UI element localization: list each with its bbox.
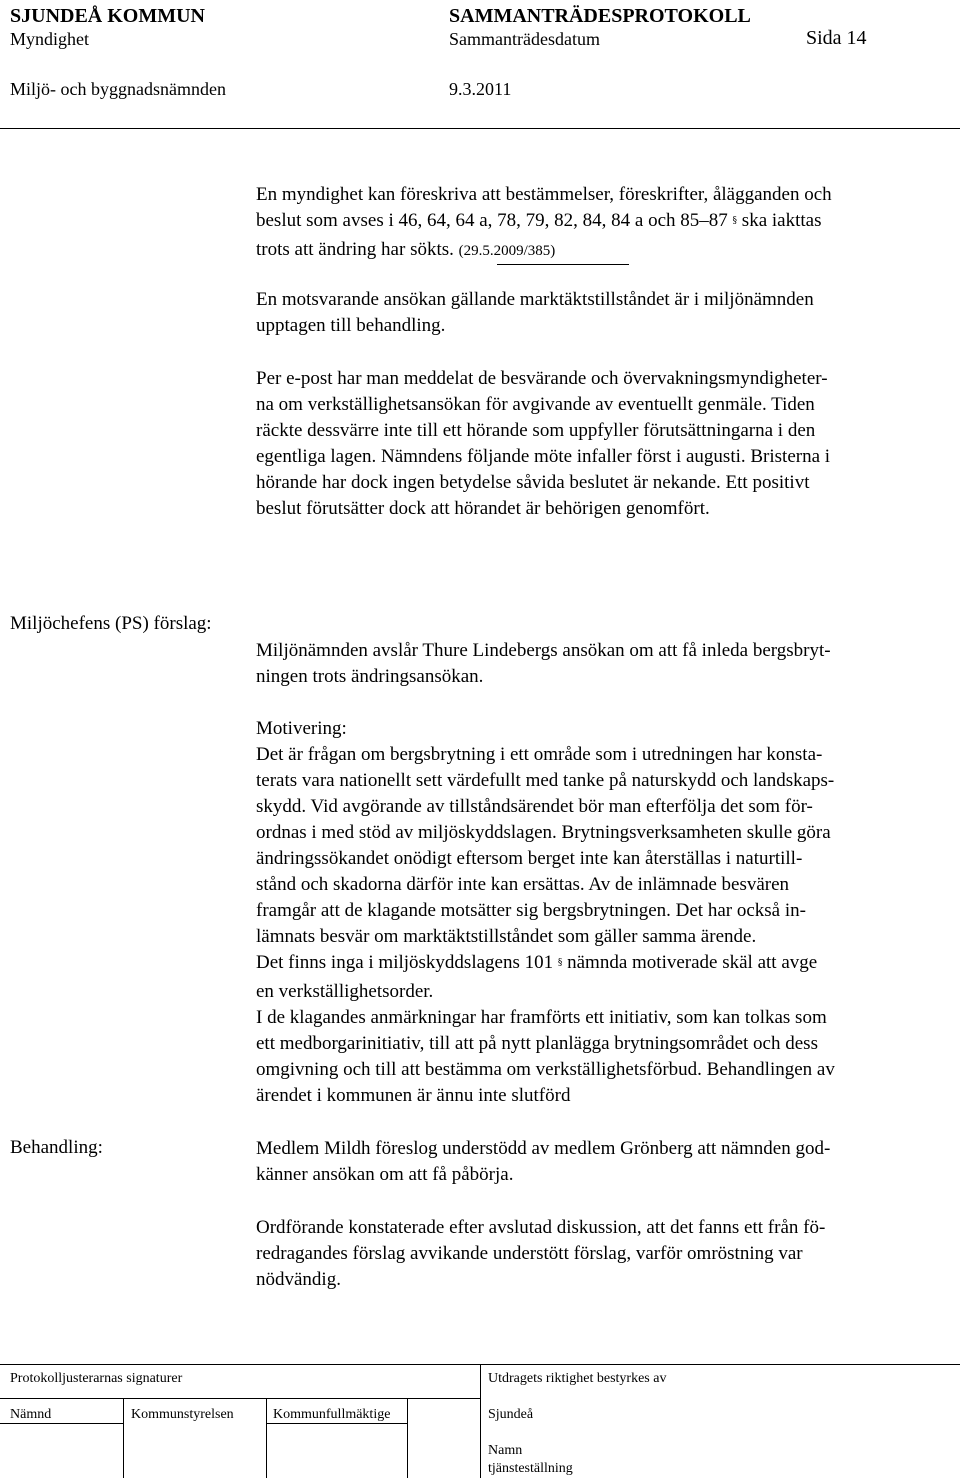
text-segment: ska iakttas (741, 210, 822, 231)
text-line: Medlem Mildh föreslog understödd av medlem Grönberg att nämnden god- (256, 1138, 831, 1159)
text-line: En motsvarande ansökan gällande marktäktstillståndet är i miljönämnden (256, 289, 814, 310)
text-line: nödvändig. (256, 1269, 341, 1290)
proposal-label: Miljöchefens (PS) förslag: (10, 613, 212, 634)
signatures-label: Protokolljusterarnas signaturer (10, 1371, 183, 1386)
reference-underline (497, 264, 629, 265)
text-line: omgivning och till att bestämma om verkställighetsförbud. Behandlingen av (256, 1059, 835, 1080)
text-line: upptagen till behandling. (256, 315, 446, 336)
text-line: lämnats besvär om marktäktstillståndet som gäller samma ärende. (256, 926, 757, 947)
text-line: na om verkställighetsansökan för avgivande av eventuellt genmäle. Tiden (256, 394, 815, 415)
authority-label: Myndighet (10, 29, 89, 49)
section-sign: § (732, 216, 738, 226)
footer-row-border (0, 1398, 480, 1399)
column-namnd: Nämnd (10, 1407, 52, 1422)
certified-label: Utdragets riktighet bestyrkes av (488, 1371, 667, 1386)
footer-cell-border (0, 1423, 123, 1424)
text-line: Det är frågan om bergsbrytning i ett område som i utredningen har konsta- (256, 744, 823, 765)
text-line: Miljönämnden avslår Thure Lindebergs ansökan om att få inleda bergsbryt- (256, 640, 831, 661)
text-line (256, 950, 835, 979)
handling-label: Behandling: (10, 1137, 103, 1158)
text-line: redragandes förslag avvikande understött förslag, varför omröstning var (256, 1243, 803, 1264)
text-line: skydd. Vid avgörande av tillståndsärendet bör man efterfölja det som för- (256, 796, 813, 817)
text-line: En myndighet kan föreskriva att bestämmelser, föreskrifter, ålägganden och (256, 184, 832, 205)
text-line: en verkställighetsorder. (256, 981, 434, 1002)
text-segment: nämnda motiverade skäl att avge (567, 952, 818, 973)
footer-col-divider (407, 1398, 408, 1478)
text-line: ordnas i med stöd av miljöskyddslagen. Brytningsverksamheten skulle göra (256, 822, 831, 843)
conclusion-text (256, 1215, 825, 1293)
text-line: framgår att de klagande motsätter sig bergsbrytningen. Det har också in- (256, 900, 806, 921)
footer-col-divider (123, 1398, 124, 1478)
municipality-name: SJUNDEÅ KOMMUN (10, 5, 205, 27)
motivation-heading: Motivering: (256, 718, 347, 739)
text-line: terats vara nationellt sett värdefullt med tanke på naturskydd och landskaps- (256, 770, 835, 791)
text-line: ningen trots ändringsansökan. (256, 666, 484, 687)
meeting-date-label: Sammanträdesdatum (449, 29, 600, 49)
footer-cell-border (266, 1423, 407, 1424)
text-line: beslut förutsätter dock att hörandet är behörigen genomfört. (256, 498, 710, 519)
column-kommunfullmaktige: Kommunfullmäktige (273, 1407, 391, 1422)
place-label: Sjundeå (488, 1407, 534, 1422)
text-line: egentliga lagen. Nämndens följande möte infaller först i augusti. Bristerna i (256, 446, 831, 467)
text-line: I de klagandes anmärkningar har framförts ett initiativ, som kan tolkas som (256, 1007, 827, 1028)
text-line: ärendet i kommunen är ännu inte slutförd (256, 1085, 571, 1106)
text-line: stånd och skadorna därför inte kan ersättas. Av de inlämnade besvären (256, 874, 790, 895)
text-segment: Det finns inga i miljöskyddslagens 101 (256, 952, 554, 973)
meeting-date: 9.3.2011 (449, 79, 512, 99)
text-line: hörande har dock ingen betydelse såvida beslutet är nekande. Ett positivt (256, 472, 810, 493)
proposal-text (256, 638, 831, 690)
text-line: ändringssökandet onödigt eftersom berget inte kan återställas i naturtill- (256, 848, 803, 869)
page-number: Sida 14 (806, 27, 867, 49)
text-line: Ordförande konstaterade efter avslutad diskussion, att det fanns ett från fö- (256, 1217, 826, 1238)
paragraph-pending-application (256, 287, 814, 339)
text-line: känner ansökan om att få påbörja. (256, 1164, 514, 1185)
authority-name: Miljö- och byggnadsnämnden (10, 79, 226, 99)
text-line: räckte dessvärre inte till ett hörande som uppfyller förutsättningarna i den (256, 420, 816, 441)
dash: – (699, 210, 709, 231)
header-divider (0, 128, 960, 129)
text-segment: 87 (708, 210, 728, 231)
text-line: Per e-post har man meddelat de besvärande och övervakningsmyndigheter- (256, 368, 828, 389)
footer-center-divider (480, 1364, 481, 1478)
text-line (256, 237, 832, 264)
text-segment: beslut som avses i 46, 64, 64 a, 78, 79, 82, 84, 84 a och 85 (256, 210, 700, 231)
paragraph-appeal-rules (256, 182, 832, 264)
text-line: ett medborgarinitiativ, till att på nytt planlägga brytningsområdet och dess (256, 1033, 818, 1054)
footer-col-divider (266, 1398, 267, 1478)
column-kommunstyrelsen: Kommunstyrelsen (131, 1407, 234, 1422)
title-label: tjänsteställning (488, 1461, 573, 1476)
text-line (256, 208, 832, 237)
law-reference: (29.5.2009/385) (458, 243, 556, 259)
name-label: Namn (488, 1443, 523, 1458)
motivation-section (256, 716, 835, 1109)
text-segment: trots att ändring har sökts. (256, 239, 454, 260)
document-type: SAMMANTRÄDESPROTOKOLL (449, 5, 751, 27)
section-sign: § (557, 958, 563, 968)
handling-text (256, 1136, 830, 1188)
paragraph-hearing (256, 366, 830, 522)
